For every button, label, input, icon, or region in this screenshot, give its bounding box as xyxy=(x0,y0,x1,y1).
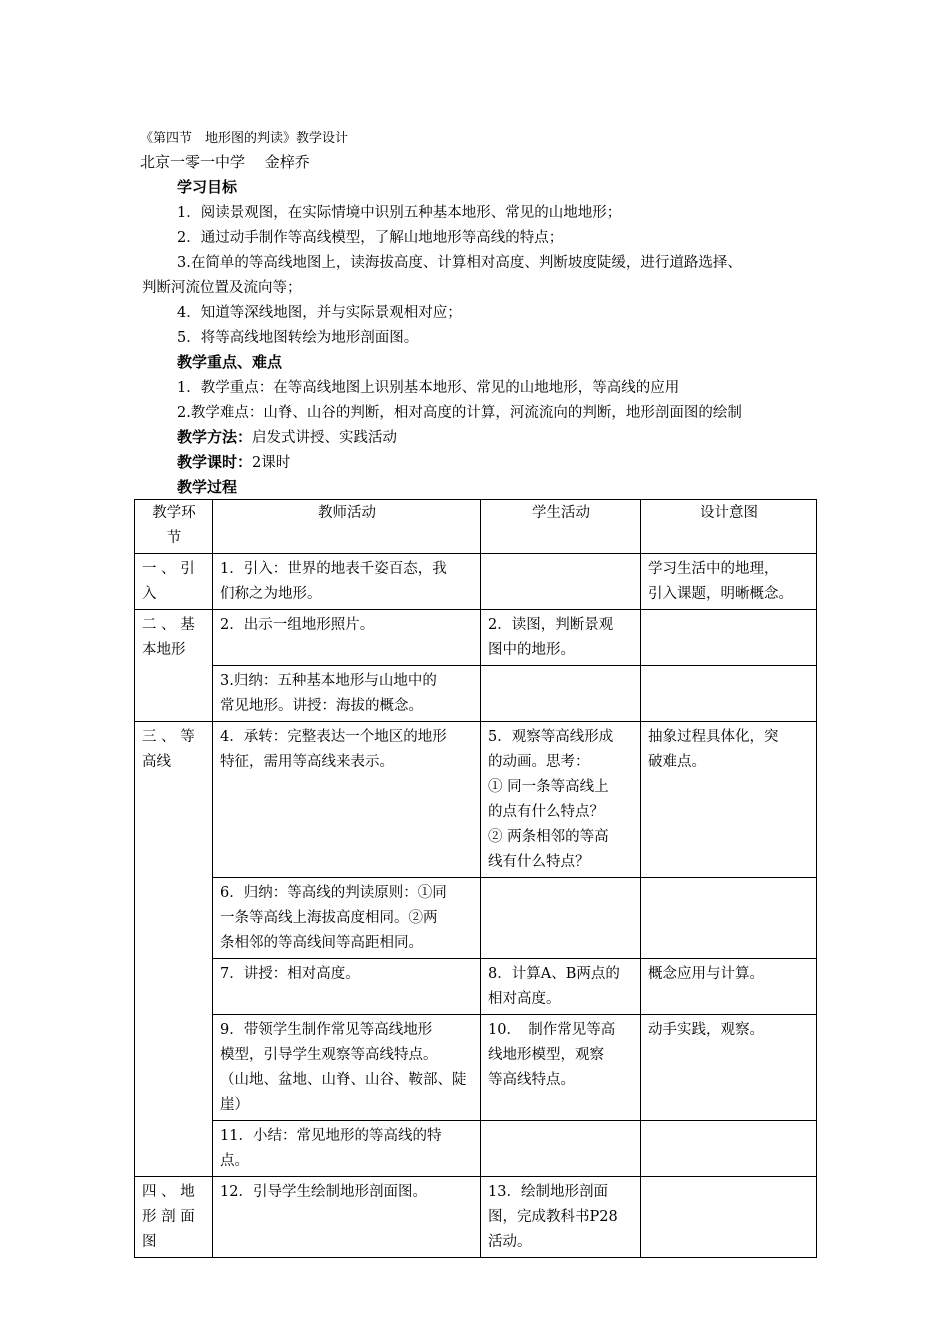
objective-item: 3.在简单的等高线地图上，读海拔高度、计算相对高度、判断坡度陡缓，进行道路选择、 xyxy=(177,255,742,271)
student-activity-cell xyxy=(481,1121,641,1177)
table-row xyxy=(135,666,817,722)
student-activity-cell: 2．读图，判断景观 图中的地形。 xyxy=(481,610,641,666)
teacher-activity-cell: 6．归纳：等高线的判读原则：①同 一条等高线上海拔高度相同。②两 条相邻的等高线间等高距相同。 xyxy=(213,878,481,959)
student-activity-cell: 10． 制作常见等高 线地形模型，观察 等高线特点。 xyxy=(481,1015,641,1121)
student-activity-cell xyxy=(481,878,641,959)
key-point-item: 1．教学重点：在等高线地图上识别基本地形、常见的山地地形，等高线的应用 xyxy=(177,380,680,396)
column-header: 学生活动 xyxy=(481,500,641,554)
table-header-row xyxy=(135,500,817,554)
table-row xyxy=(135,959,817,1015)
column-header: 教学环 节 xyxy=(135,500,213,554)
table-row xyxy=(135,610,817,666)
method-label: 教学方法： xyxy=(177,428,253,446)
design-intent-cell xyxy=(641,878,817,959)
method-line xyxy=(177,426,397,447)
table-row xyxy=(135,1015,817,1121)
design-intent-cell: 抽象过程具体化，突 破难点。 xyxy=(641,722,817,878)
student-activity-cell xyxy=(481,554,641,610)
student-activity-cell: 13．绘制地形剖面 图，完成教科书P28 活动。 xyxy=(481,1177,641,1258)
design-intent-cell xyxy=(641,1177,817,1258)
objective-item: 2．通过动手制作等高线模型，了解山地地形等高线的特点； xyxy=(177,230,564,246)
objectives-heading: 学习目标 xyxy=(177,178,238,196)
hours-value: 2课时 xyxy=(252,455,291,471)
table-row xyxy=(135,554,817,610)
objective-item: 5．将等高线地图转绘为地形剖面图。 xyxy=(177,330,419,346)
design-intent-cell: 动手实践，观察。 xyxy=(641,1015,817,1121)
table-row xyxy=(135,1121,817,1177)
teaching-process-table xyxy=(134,499,817,1258)
stage-cell: 四 、 地 形 剖 面 图 xyxy=(135,1177,213,1258)
objective-item: 1．阅读景观图，在实际情境中识别五种基本地形、常见的山地地形； xyxy=(177,205,622,221)
teacher-activity-cell: 4．承转：完整表达一个地区的地形 特征，需用等高线来表示。 xyxy=(213,722,481,878)
objective-item-continued: 判断河流位置及流向等； xyxy=(142,280,302,296)
process-heading: 教学过程 xyxy=(177,478,238,496)
column-header: 设计意图 xyxy=(641,500,817,554)
stage-cell: 一 、 引 入 xyxy=(135,554,213,610)
student-activity-cell xyxy=(481,666,641,722)
table-row xyxy=(135,722,817,878)
key-point-item: 2.教学难点：山脊、山谷的判断，相对高度的计算，河流流向的判断，地形剖面图的绘制 xyxy=(177,405,742,421)
hours-line xyxy=(177,451,290,472)
design-intent-cell xyxy=(641,666,817,722)
student-activity-cell: 5．观察等高线形成 的动画。思考： ① 同一条等高线上 的点有什么特点？ ② 两条相邻的等高 线有什么特点？ xyxy=(481,722,641,878)
key-points-heading: 教学重点、难点 xyxy=(177,353,283,371)
design-intent-cell: 学习生活中的地理， 引入课题，明晰概念。 xyxy=(641,554,817,610)
teacher-activity-cell: 9．带领学生制作常见等高线地形 模型，引导学生观察等高线特点。 （山地、盆地、山脊、山谷、鞍部、陡 崖） xyxy=(213,1015,481,1121)
teacher-activity-cell: 3.归纳：五种基本地形与山地中的 常见地形。讲授：海拔的概念。 xyxy=(213,666,481,722)
hours-label: 教学课时： xyxy=(177,453,253,471)
table-row xyxy=(135,878,817,959)
objective-item: 4．知道等深线地图，并与实际景观相对应； xyxy=(177,305,462,321)
teacher-activity-cell: 1．引入：世界的地表千姿百态，我 们称之为地形。 xyxy=(213,554,481,610)
teacher-activity-cell: 12．引导学生绘制地形剖面图。 xyxy=(213,1177,481,1258)
design-intent-cell xyxy=(641,610,817,666)
design-intent-cell xyxy=(641,1121,817,1177)
design-intent-cell: 概念应用与计算。 xyxy=(641,959,817,1015)
student-activity-cell: 8．计算A、B两点的 相对高度。 xyxy=(481,959,641,1015)
teacher-activity-cell: 11．小结：常见地形的等高线的特 点。 xyxy=(213,1121,481,1177)
teacher-activity-cell: 7．讲授：相对高度。 xyxy=(213,959,481,1015)
column-header: 教师活动 xyxy=(213,500,481,554)
author-line: 北京一零一中学 金梓乔 xyxy=(140,153,310,171)
stage-cell: 三 、 等 高线 xyxy=(135,722,213,1177)
document-title: 《第四节 地形图的判读》教学设计 xyxy=(140,131,349,146)
stage-cell: 二 、 基 本地形 xyxy=(135,610,213,722)
table-row xyxy=(135,1177,817,1258)
method-value: 启发式讲授、实践活动 xyxy=(252,430,398,446)
teacher-activity-cell: 2．出示一组地形照片。 xyxy=(213,610,481,666)
